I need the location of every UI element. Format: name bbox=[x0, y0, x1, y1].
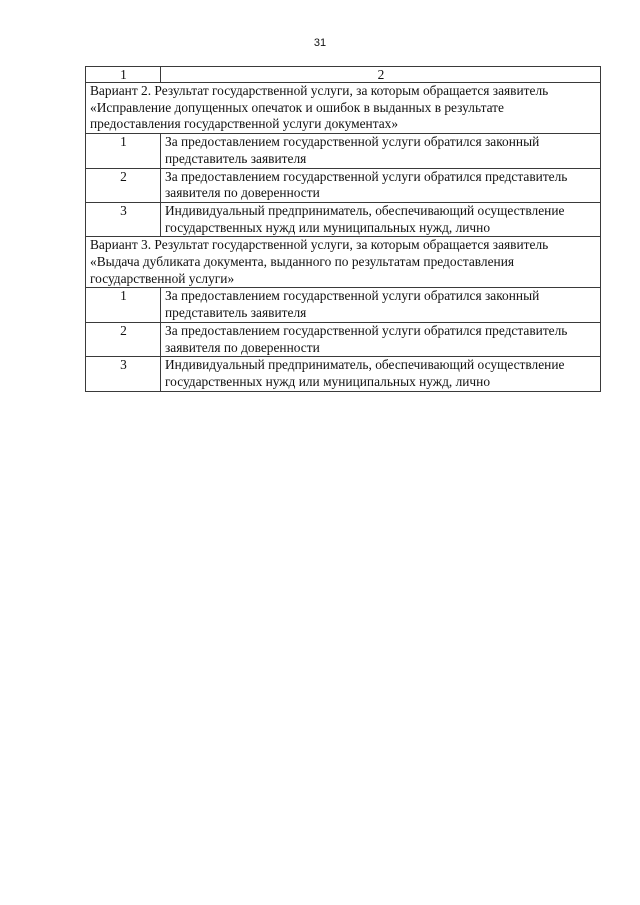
table-row bbox=[86, 202, 601, 236]
variants-table bbox=[85, 66, 601, 392]
row-number: 2 bbox=[86, 168, 161, 202]
table-row bbox=[86, 134, 601, 168]
row-text: Индивидуальный предприниматель, обеспечивающий осуществление государственных нужд или муниципальных нужд, лично bbox=[161, 357, 601, 391]
variant-2-title: Вариант 2. Результат государственной услуги, за которым обращается заявитель «Исправление допущенных опечаток и ошибок в выданных в результате предоставления государственной услуги документах» bbox=[86, 83, 601, 134]
section-title-row bbox=[86, 83, 601, 134]
row-number: 3 bbox=[86, 357, 161, 391]
table-row bbox=[86, 357, 601, 391]
row-text: За предоставлением государственной услуги обратился законный представитель заявителя bbox=[161, 288, 601, 322]
row-number: 2 bbox=[86, 322, 161, 356]
table-row bbox=[86, 288, 601, 322]
page-number: 31 bbox=[313, 37, 327, 49]
row-number: 1 bbox=[86, 288, 161, 322]
table-row bbox=[86, 168, 601, 202]
row-number: 1 bbox=[86, 134, 161, 168]
section-title-row bbox=[86, 237, 601, 288]
row-number: 3 bbox=[86, 202, 161, 236]
row-text: За предоставлением государственной услуги обратился представитель заявителя по доверенности bbox=[161, 322, 601, 356]
row-text: Индивидуальный предприниматель, обеспечивающий осуществление государственных нужд или муниципальных нужд, лично bbox=[161, 202, 601, 236]
variant-3-title: Вариант 3. Результат государственной услуги, за которым обращается заявитель «Выдача дубликата документа, выданного по результатам предоставления государственной услуги» bbox=[86, 237, 601, 288]
row-text: За предоставлением государственной услуги обратился представитель заявителя по доверенности bbox=[161, 168, 601, 202]
row-text: За предоставлением государственной услуги обратился законный представитель заявителя bbox=[161, 134, 601, 168]
table-header-row bbox=[86, 67, 601, 83]
header-cell-1: 1 bbox=[86, 67, 161, 83]
header-cell-2: 2 bbox=[161, 67, 601, 83]
table-row bbox=[86, 322, 601, 356]
